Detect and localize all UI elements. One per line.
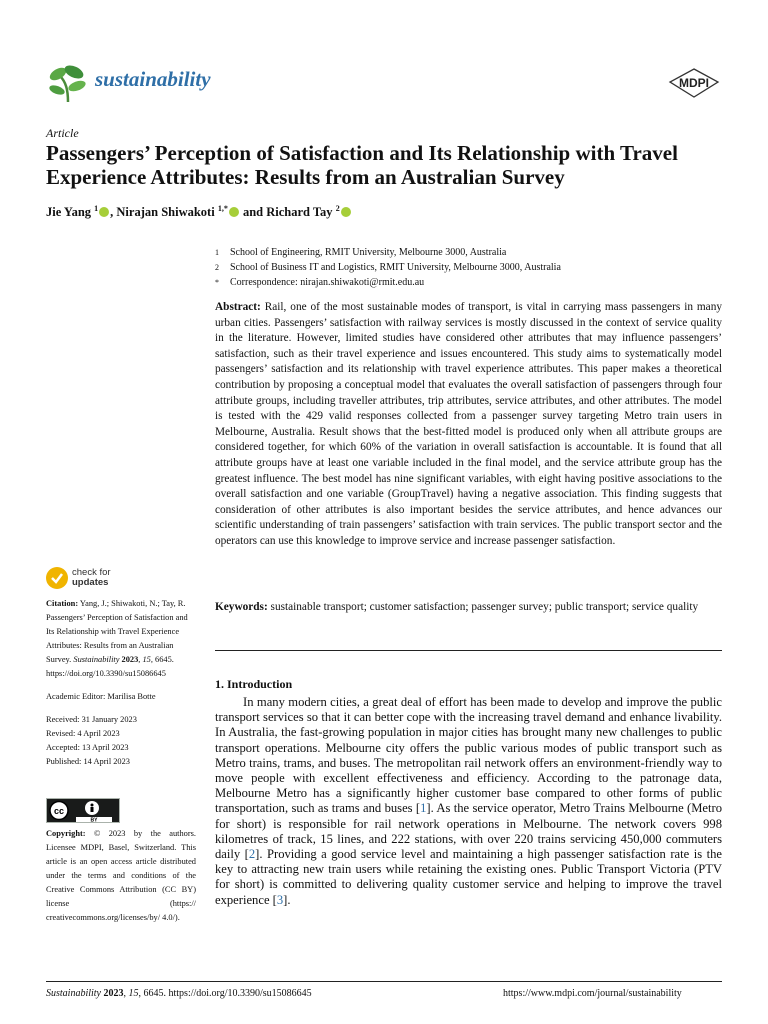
affiliations xyxy=(215,245,715,290)
orcid-icon[interactable] xyxy=(99,207,109,217)
author-name[interactable]: Richard Tay xyxy=(266,205,333,220)
orcid-icon[interactable] xyxy=(229,207,239,217)
affiliation-mark: 2 xyxy=(215,263,219,272)
reference-link[interactable]: 3 xyxy=(276,892,284,907)
citation-text: Yang, J.; Shiwakoti, N.; Tay, R. Passengers’ Perception of Satisfaction and Its Relationship with Travel Experience Attributes: Results from an Australian Survey. xyxy=(46,599,188,664)
affiliation-item xyxy=(215,275,715,290)
author-separator: and xyxy=(239,205,267,220)
footer-journal-url[interactable]: https://www.mdpi.com/journal/sustainability xyxy=(503,988,682,999)
mdpi-logo-icon xyxy=(668,68,720,98)
intro-text: ]. Providing a good service level and maintaining a high passenger satisfaction rate is the key to attracting new train users while retaining the existing ones. Public Transport Victoria (PTV for short) is committed to delivering quality customer service and helping to improve the travel experience [ xyxy=(215,847,722,907)
by-text: BY xyxy=(90,817,98,823)
abstract-text: Rail, one of the most sustainable modes of transport, is vital in carrying mass passengers in many urban cities. Passengers’ satisfaction with railway services is mostly discussed in the context of service quality in the literature. However, limited studies have considered other attributes that may influence passengers’ satisfaction, such as their travel experience and issues encountered. This study aims to systematically model passengers’ satisfaction and its relationship with travel experience attributes. This paper makes a theoretical contribution by proposing a conceptual model that evaluates the overall satisfaction of passengers through four attribute groups, including traveller attributes, trip attributes, service attributes, and other attributes. The model is tested with the 429 valid responses collected from a passenger survey targeting Metro train users in Melbourne, Australia. Result shows that the best-fitted model is produced only when all attribute groups are considered together, for which 60% of the variation in overall satisfaction is accountable. It is found that all attribute groups have at least one variable included in the final model, and the service attribute group has the greatest influence. The best model has nine significant variables, with eight having positive associations to the overall satisfaction and one variable (GroupTravel) having a negative association. This finding suggests that consideration of other attributes is also important besides the service attributes, and hence advances our scientific understanding of train passengers’ satisfaction with train services. The public transport sector and the operators can use this knowledge to improve service and increase passenger satisfaction. xyxy=(215,301,722,547)
orcid-icon[interactable] xyxy=(341,207,351,217)
journal-name: sustainability xyxy=(95,67,211,91)
affiliation-item xyxy=(215,260,715,275)
copyright-label: Copyright: xyxy=(46,829,86,838)
date-revised: Revised: 4 April 2023 xyxy=(46,729,120,738)
affiliation-mark: * xyxy=(215,278,219,287)
check-line1: check for xyxy=(72,567,111,578)
affiliation-text: School of Engineering, RMIT University, Melbourne 3000, Australia xyxy=(230,247,507,258)
footer-journal: Sustainability xyxy=(46,988,101,999)
publisher-name: MDPI xyxy=(679,76,709,90)
footer-year: 2023 xyxy=(103,988,124,999)
check-for-updates-badge[interactable] xyxy=(46,567,136,593)
citation-doi[interactable]: , 6645. https://doi.org/10.3390/su15086645 xyxy=(46,655,174,678)
abstract-label: Abstract: xyxy=(215,301,261,313)
article-info-sidebar xyxy=(46,597,196,769)
date-received: Received: 31 January 2023 xyxy=(46,715,137,724)
academic-editor: Academic Editor: Marilisa Botte xyxy=(46,692,156,701)
check-for-updates-text xyxy=(72,568,111,588)
footer-citation: Sustainability 2023, 15, 6645. https://doi.org/10.3390/su15086645 xyxy=(46,988,312,999)
correspondence-text[interactable]: Correspondence: nirajan.shiwakoti@rmit.edu.au xyxy=(230,277,425,288)
abstract xyxy=(215,300,722,550)
footer-doi[interactable]: , 6645. https://doi.org/10.3390/su15086645 xyxy=(138,988,312,999)
cc-text: cc xyxy=(53,806,65,816)
copyright-text: © 2023 by the authors. Licensee MDPI, Basel, Switzerland. This article is an open access article distributed under the terms and conditions of the Creative Commons Attribution (CC BY) license (https:// creativecommons.org/licenses/by/ 4.0/). xyxy=(46,829,197,922)
introduction-paragraph xyxy=(215,695,722,908)
intro-text: ]. As the service operator, Metro Trains Melbourne (Metro for short) is responsible for rail network operations in Melbourne. The network covers 998 kilometres of track, 15 lines, and 222 stations, with over 220 trains servicing 450,000 commuters daily [ xyxy=(215,801,722,862)
keywords xyxy=(215,600,722,616)
intro-text: ]. xyxy=(283,892,291,907)
copyright-notice xyxy=(46,827,196,925)
affiliation-mark: 1 xyxy=(215,248,219,257)
affiliation-item xyxy=(215,245,715,260)
check-icon xyxy=(46,567,68,589)
citation-volume: 15 xyxy=(142,655,151,664)
author-affiliation-mark: 2 xyxy=(335,204,340,213)
footer-divider xyxy=(46,981,722,982)
section-heading-introduction: 1. Introduction xyxy=(215,677,293,691)
citation-journal: Sustainability xyxy=(73,655,120,664)
article-type: Article xyxy=(46,126,79,140)
affiliation-text: School of Business IT and Logistics, RMIT University, Melbourne 3000, Australia xyxy=(230,262,561,273)
author-affiliation-mark: 1 xyxy=(94,204,99,213)
reference-link[interactable]: 1 xyxy=(420,801,427,816)
intro-text: In many modern cities, a great deal of effort has been made to develop and improve the public transport services so that it can better cope with the increasing travel demand and enhance livability. In Australia, the fast-growing population in major cities has brought many new challenges to public transport operations. Melbourne city offers the public various modes of public transport such as Metro trains, trams, and buses. The metropolitan rail network offers an environment-friendly way to move people with excellent effectiveness and efficiency. According to the patronage data, Melbourne Metro has a significantly higher customer base compared to other forms of public transportation, such as trams and buses [ xyxy=(215,695,722,816)
check-line2: updates xyxy=(72,577,109,588)
section-divider xyxy=(215,650,722,651)
author-separator: , xyxy=(110,205,117,220)
author-name[interactable]: Nirajan Shiwakoti xyxy=(116,205,215,220)
date-published: Published: 14 April 2023 xyxy=(46,757,130,766)
author-affiliation-mark: 1,* xyxy=(217,204,228,213)
sustainability-logo-icon xyxy=(48,62,88,104)
keywords-label: Keywords: xyxy=(215,601,268,613)
author-name[interactable]: Jie Yang xyxy=(46,205,92,220)
date-accepted: Accepted: 13 April 2023 xyxy=(46,743,129,752)
author-list xyxy=(46,204,726,220)
citation: Citation: Yang, J.; Shiwakoti, N.; Tay, R. Passengers’ Perception of Satisfaction and Its Relationship with Travel Experience Attributes: Results from an Australian Survey. Sustainability 2023, 15, 6645. https://doi.org/10.3390/su15086645 xyxy=(46,599,188,678)
citation-year: 2023 xyxy=(121,655,139,664)
article-title: Passengers’ Perception of Satisfaction and Its Relationship with Travel Experience Attributes: Results from an Australian Survey xyxy=(46,141,678,189)
citation-label: Citation: xyxy=(46,599,79,608)
keywords-text: sustainable transport; customer satisfaction; passenger survey; public transport; service quality xyxy=(270,601,699,613)
reference-link[interactable]: 2 xyxy=(248,847,256,862)
footer-volume: 15 xyxy=(128,988,139,999)
cc-by-license-icon[interactable] xyxy=(46,798,120,823)
